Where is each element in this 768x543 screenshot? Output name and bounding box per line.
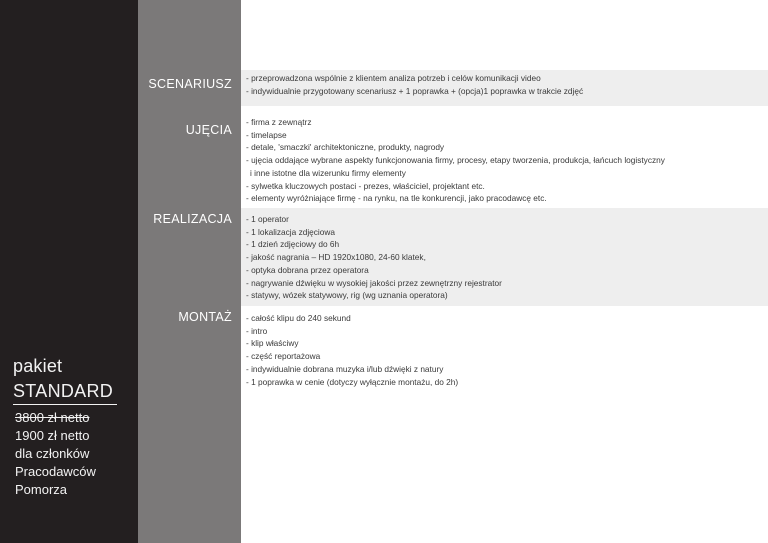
list-item: - detale, 'smaczki' architektoniczne, produkty, nagrody <box>246 142 445 153</box>
package-divider <box>13 404 117 405</box>
section-content-scenariusz <box>246 72 761 97</box>
package-name: STANDARD <box>13 381 114 401</box>
list-item: - 1 dzień zdjęciowy do 6h <box>246 239 340 250</box>
list-item: - indywidualnie dobrana muzyka i/lub dźwięki z natury <box>246 363 444 374</box>
list-item: - przeprowadzona wspólnie z klientem analiza potrzeb i celów komunikacji video <box>246 73 541 83</box>
package-note-line: dla członków <box>15 446 90 461</box>
section-labels-column <box>138 0 241 543</box>
list-item: - 1 lokalizacja zdjęciowa <box>246 226 336 237</box>
list-item: - intro <box>246 325 268 336</box>
package-old-price: 3800 zł netto <box>15 410 90 425</box>
section-label-montaz: MONTAŻ <box>178 310 232 324</box>
section-label-realizacja: REALIZACJA <box>153 212 232 226</box>
list-item: - część reportażowa <box>246 351 321 362</box>
list-item: - statywy, wózek statywowy, rig (wg uznania operatora) <box>246 290 448 301</box>
package-price: 1900 zł netto <box>15 428 90 443</box>
package-panel <box>0 0 138 543</box>
list-item: - ujęcia oddające wybrane aspekty funkcjonowania firmy, procesy, etapy tworzenia, produkcja, łańcuch logistyczny <box>246 155 665 166</box>
list-item: - timelapse <box>246 129 287 140</box>
list-item: - 1 operator <box>246 214 289 224</box>
section-content-ujecia <box>246 116 761 205</box>
package-note-line: Pracodawców <box>15 464 96 479</box>
list-item: - firma z zewnątrz <box>246 117 312 127</box>
section-content-montaz <box>246 312 761 388</box>
section-label-scenariusz: SCENARIUSZ <box>148 77 232 91</box>
section-label-ujecia: UJĘCIA <box>185 123 232 137</box>
package-title: pakiet <box>13 356 63 376</box>
list-item: - nagrywanie dźwięku w wysokiej jakości przez zewnętrzny rejestrator <box>246 277 502 288</box>
list-item: - jakość nagrania – HD 1920x1080, 24-60 klatek, <box>246 252 426 263</box>
list-item: - klip właściwy <box>246 338 299 349</box>
list-item: i inne istotne dla wizerunku firmy elementy <box>250 167 406 178</box>
list-item: - sylwetka kluczowych postaci - prezes, właściciel, projektant etc. <box>246 180 485 191</box>
list-item: - optyka dobrana przez operatora <box>246 264 369 275</box>
list-item: - elementy wyróżniające firmę - na rynku, na tle konkurencji, jako pracodawcę etc. <box>246 193 547 204</box>
package-note-line: Pomorza <box>15 482 68 497</box>
list-item: - indywidualnie przygotowany scenariusz + 1 poprawka + (opcja)1 poprawka w trakcie zdjęć <box>246 85 584 96</box>
list-item: - 1 poprawka w cenie (dotyczy wyłącznie montażu, do 2h) <box>246 376 459 387</box>
section-content-realizacja <box>246 213 761 302</box>
list-item: - całość klipu do 240 sekund <box>246 313 351 323</box>
